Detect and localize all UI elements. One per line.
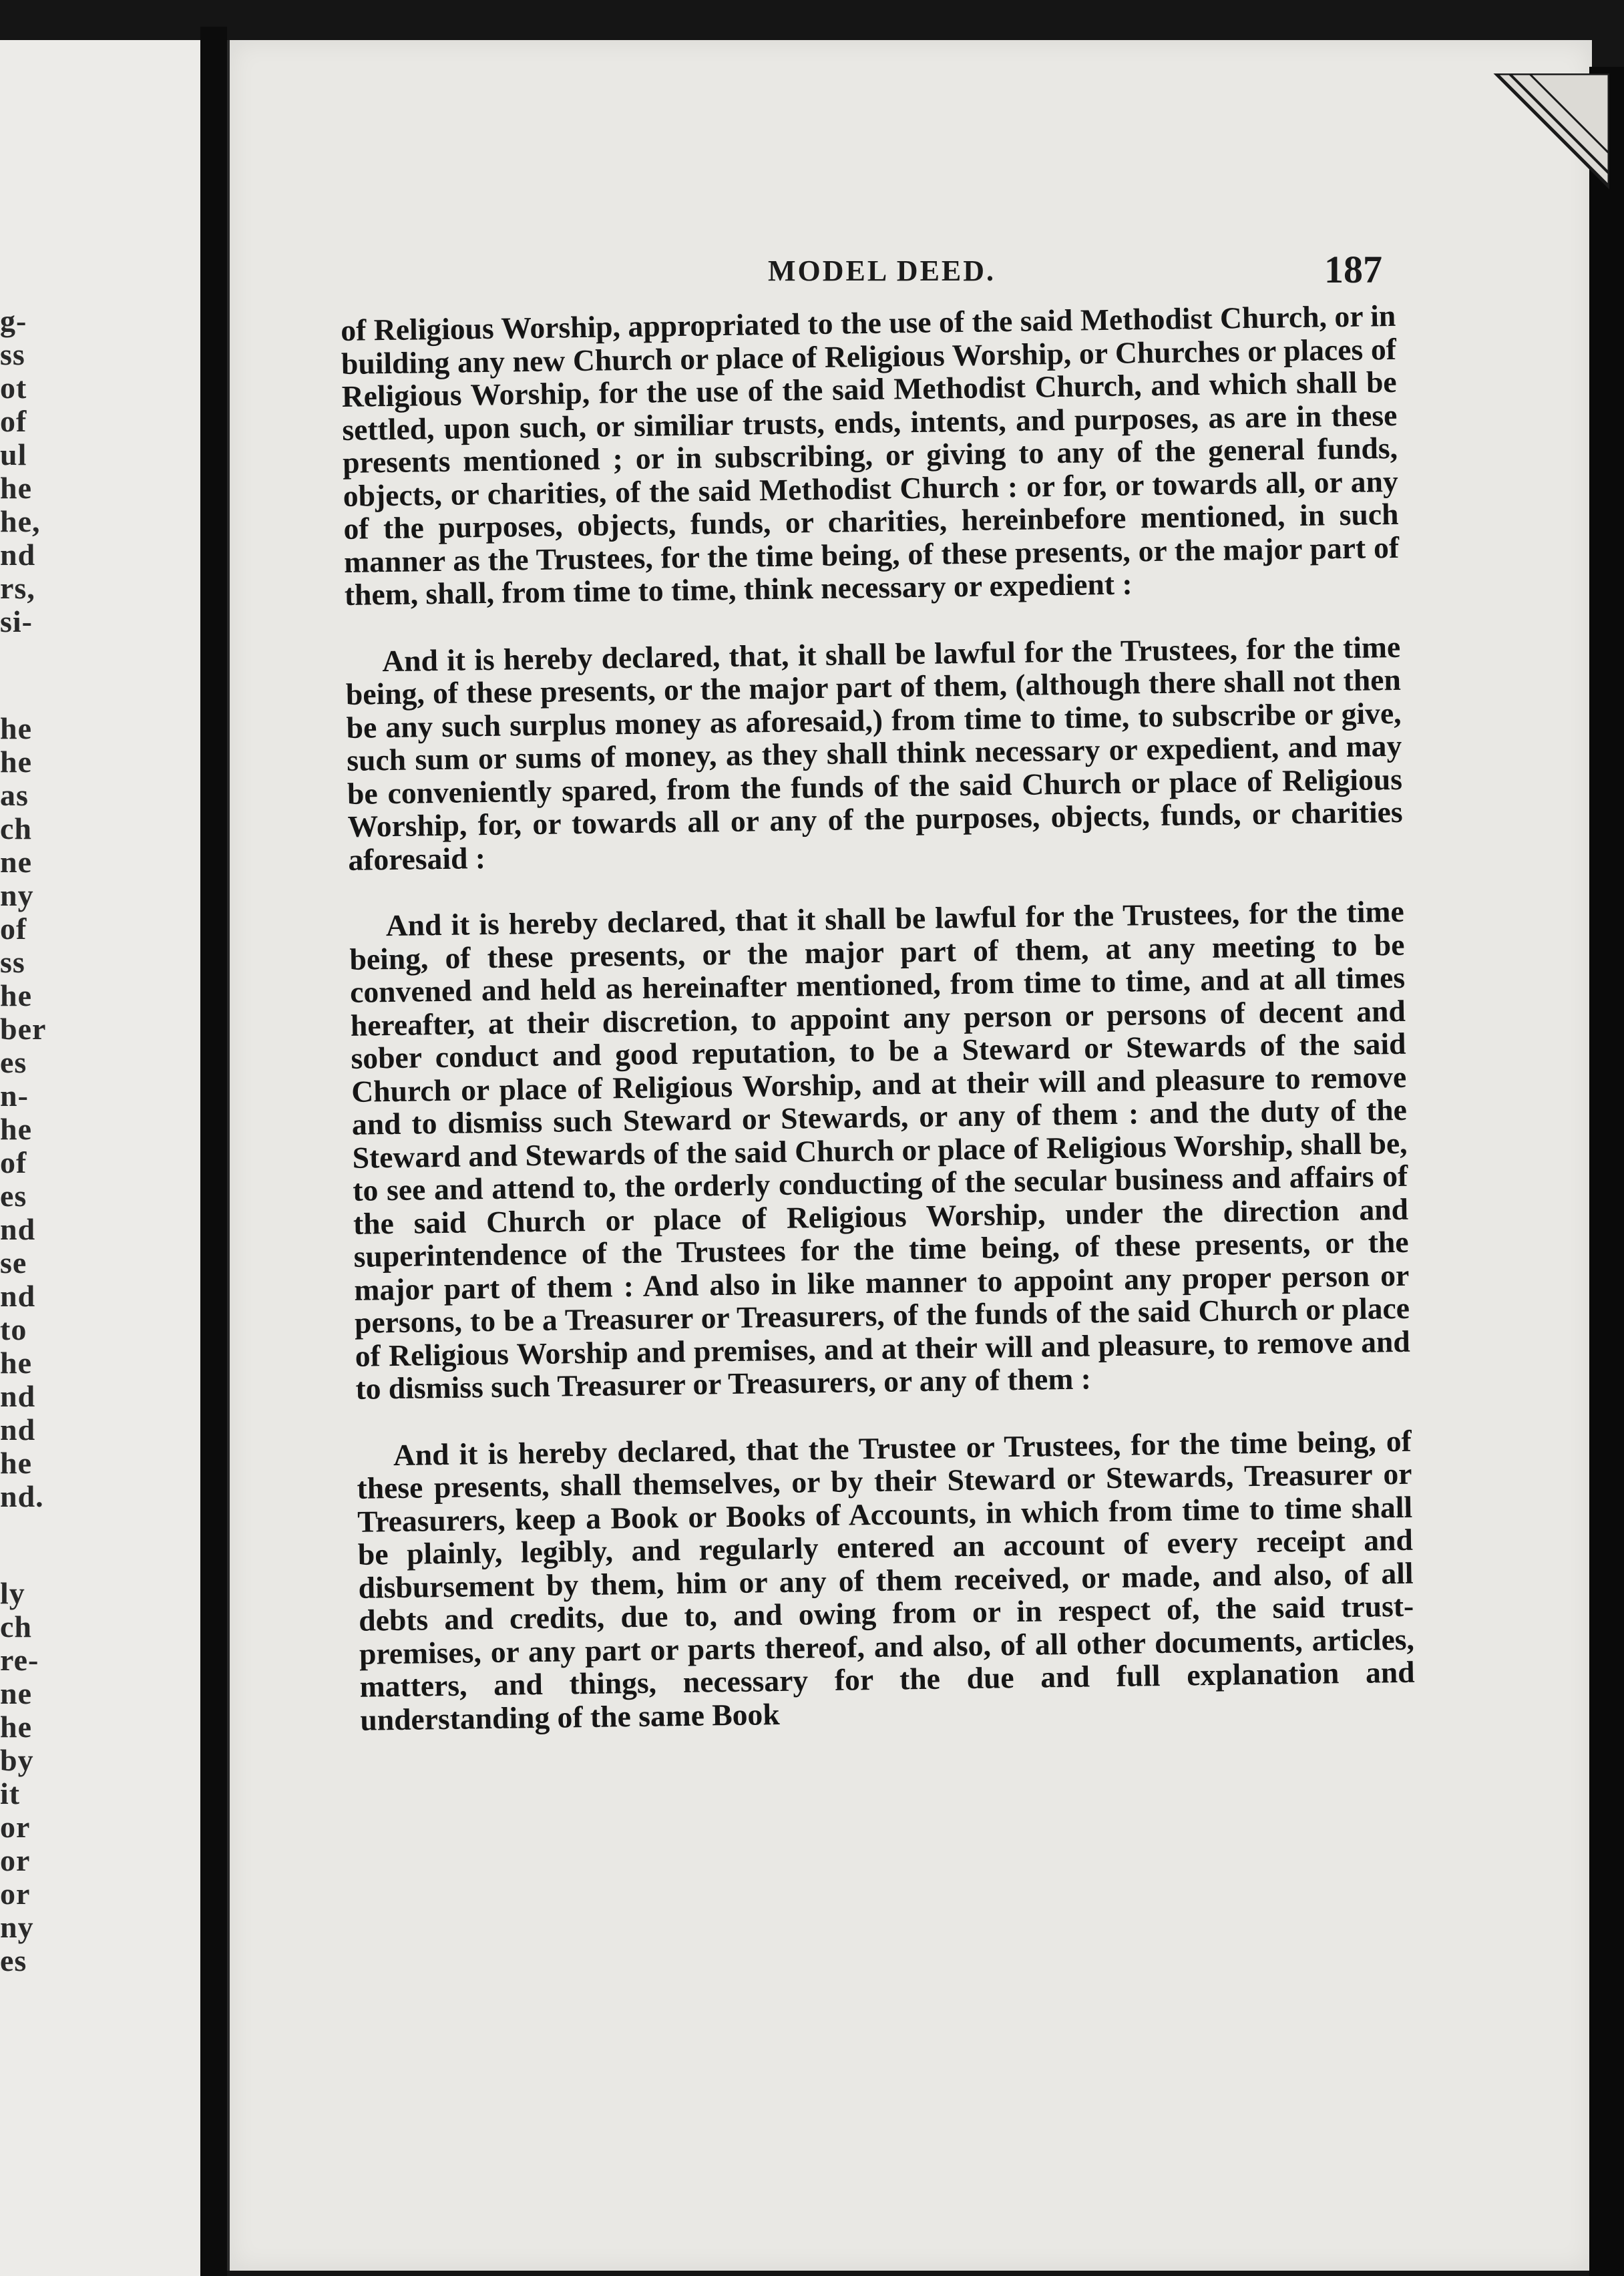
paragraph: And it is hereby declared, that it shall be lawful for the Trustees, for the time being, of these presents, or the major part of them, at any meeting to be convened and held as hereinafter mentioned, from time to time, and at all times hereafter, at their discretion, to appoint any person or persons of decent and sober conduct and good reputation, to be a Steward or Stewards of the said Church or place of Religious Worship, and at their will and pleasure to remove and to dismiss such Steward or Stewards, or any of them : and the duty of the Steward and Stewards of the said Church or place of Religious Worship, shall be, to see and attend to, the orderly conducting of the secular business and affairs of the said Church or place of Religious Worship, under the direction and superintendence of the Trustees for the time being, of these presents, or the major part of them : And also in like manner to appoint any proper person or persons, to be a Treasurer or Treasurers, of the funds of the said Church or place of Religious Worship and premises, and at their will and pleasure, to remove and to dismiss such Treasurer or Treasurers, or any of them : <box>349 894 1410 1406</box>
paragraph: of Religious Worship, appropriated to the use of the said Methodist Church, or in building any new Church or place of Religious Worship, or Churches or places of Religious Worship, for the use of the said Methodist Church, and which shall be settled, upon such, or similiar trusts, ends, intents, and purposes, as are in these presents mentioned ; or in subscribing, or giving to any of the general funds, objects, or charities, of the said Methodist Church : or for, or towards all, or any of the purposes, objects, funds, or charities, hereinbefore mentioned, in such manner as the Trustees, for the time being, of these presents, or the major part of them, shall, from time to time, think necessary or expedient : <box>340 298 1400 612</box>
left-page-fragment: nd <box>0 1379 36 1413</box>
left-page-fragment: as <box>0 778 29 812</box>
body-text <box>341 299 1416 1736</box>
left-page-fragment: ny <box>0 1910 34 1944</box>
corner-fold-mark <box>1489 73 1609 194</box>
left-page-fragment: nd <box>0 1279 36 1313</box>
paragraph: And it is hereby declared, that the Trustee or Trustees, for the time being, of these presents, shall themselves, or by their Steward or Stewards, Treasurer or Treasurers, keep a Book or Books of Accounts, in which from time to time shall be plainly, legibly, and regularly entered an account of every receipt and disbursement by them, him or any of them received, or made, and also, of all debts and credits, due to, and owing from or in respect of, the said trust-premises, or any part or parts thereof, and also, of all other documents, articles, matters, and things, necessary for the due and full explanation and understanding of the same Book <box>357 1423 1415 1737</box>
left-page-fragment: se <box>0 1246 27 1280</box>
left-page-fragment: g- <box>0 304 27 338</box>
left-page-fragment: ne <box>0 1676 32 1710</box>
left-page-fragment: or <box>0 1843 31 1877</box>
left-page-fragment: he <box>0 1446 32 1480</box>
left-page-fragment: of <box>0 912 27 946</box>
page-header <box>768 247 1382 294</box>
left-page-fragment: of <box>0 404 27 438</box>
left-page-fragment: or <box>0 1810 31 1844</box>
paragraph: And it is hereby declared, that, it shall be lawful for the Trustees, for the time being, of these presents, or the major part of them, (although there shall not then be any such surplus money as aforesaid,) from time to time, to subscribe or give, such sum or sums of money, as they shall think necessary or expedient, and may be conveniently spared, from the funds of the said Church or place of Religious Worship, for, or towards all or any of the purposes, objects, funds, or charities aforesaid : <box>345 629 1403 877</box>
left-page-fragment: ot <box>0 371 27 405</box>
left-page-fragment: of <box>0 1145 27 1179</box>
left-page-fragment: he <box>0 978 32 1012</box>
left-page-fragment: nd <box>0 1212 36 1246</box>
left-page-fragment: ly <box>0 1576 25 1610</box>
page-number: 187 <box>1324 248 1382 291</box>
left-page-fragment: ber <box>0 1012 47 1046</box>
left-page-fragment: ss <box>0 945 25 979</box>
left-page-fragment: ss <box>0 337 25 371</box>
left-page-fragment: he <box>0 471 32 505</box>
left-page-fragment: es <box>0 1943 27 1977</box>
left-page-edge <box>0 40 200 2276</box>
left-page-fragment: es <box>0 1045 27 1079</box>
scan-border <box>1589 67 1624 2276</box>
left-page-fragment: to <box>0 1312 27 1346</box>
left-page-fragment: ch <box>0 811 32 845</box>
left-page-fragment: nd <box>0 1412 36 1447</box>
left-page-fragment: he <box>0 711 32 745</box>
left-page-fragment: it <box>0 1776 21 1811</box>
left-page-fragment: he <box>0 1112 32 1146</box>
left-page-fragment: ne <box>0 845 32 879</box>
left-page-fragment: nd. <box>0 1479 44 1513</box>
left-page-fragment: by <box>0 1743 34 1777</box>
left-page-fragment: he <box>0 745 32 779</box>
left-page-fragment: he, <box>0 504 41 538</box>
book-gutter <box>200 27 227 2276</box>
left-page-fragment: ch <box>0 1609 32 1644</box>
left-page-fragment: rs, <box>0 571 35 605</box>
left-page-fragment: ny <box>0 878 34 912</box>
left-page-fragment: nd <box>0 538 36 572</box>
left-page-fragment: he <box>0 1710 32 1744</box>
left-page-fragment: ul <box>0 437 27 471</box>
left-page-fragment: n- <box>0 1079 29 1113</box>
left-page-fragment: si- <box>0 604 33 638</box>
left-page-fragment: or <box>0 1877 31 1911</box>
running-head: MODEL DEED. <box>768 254 996 287</box>
left-page-fragment: re- <box>0 1643 39 1677</box>
left-page-fragment: he <box>0 1346 32 1380</box>
left-page-fragment: es <box>0 1179 27 1213</box>
